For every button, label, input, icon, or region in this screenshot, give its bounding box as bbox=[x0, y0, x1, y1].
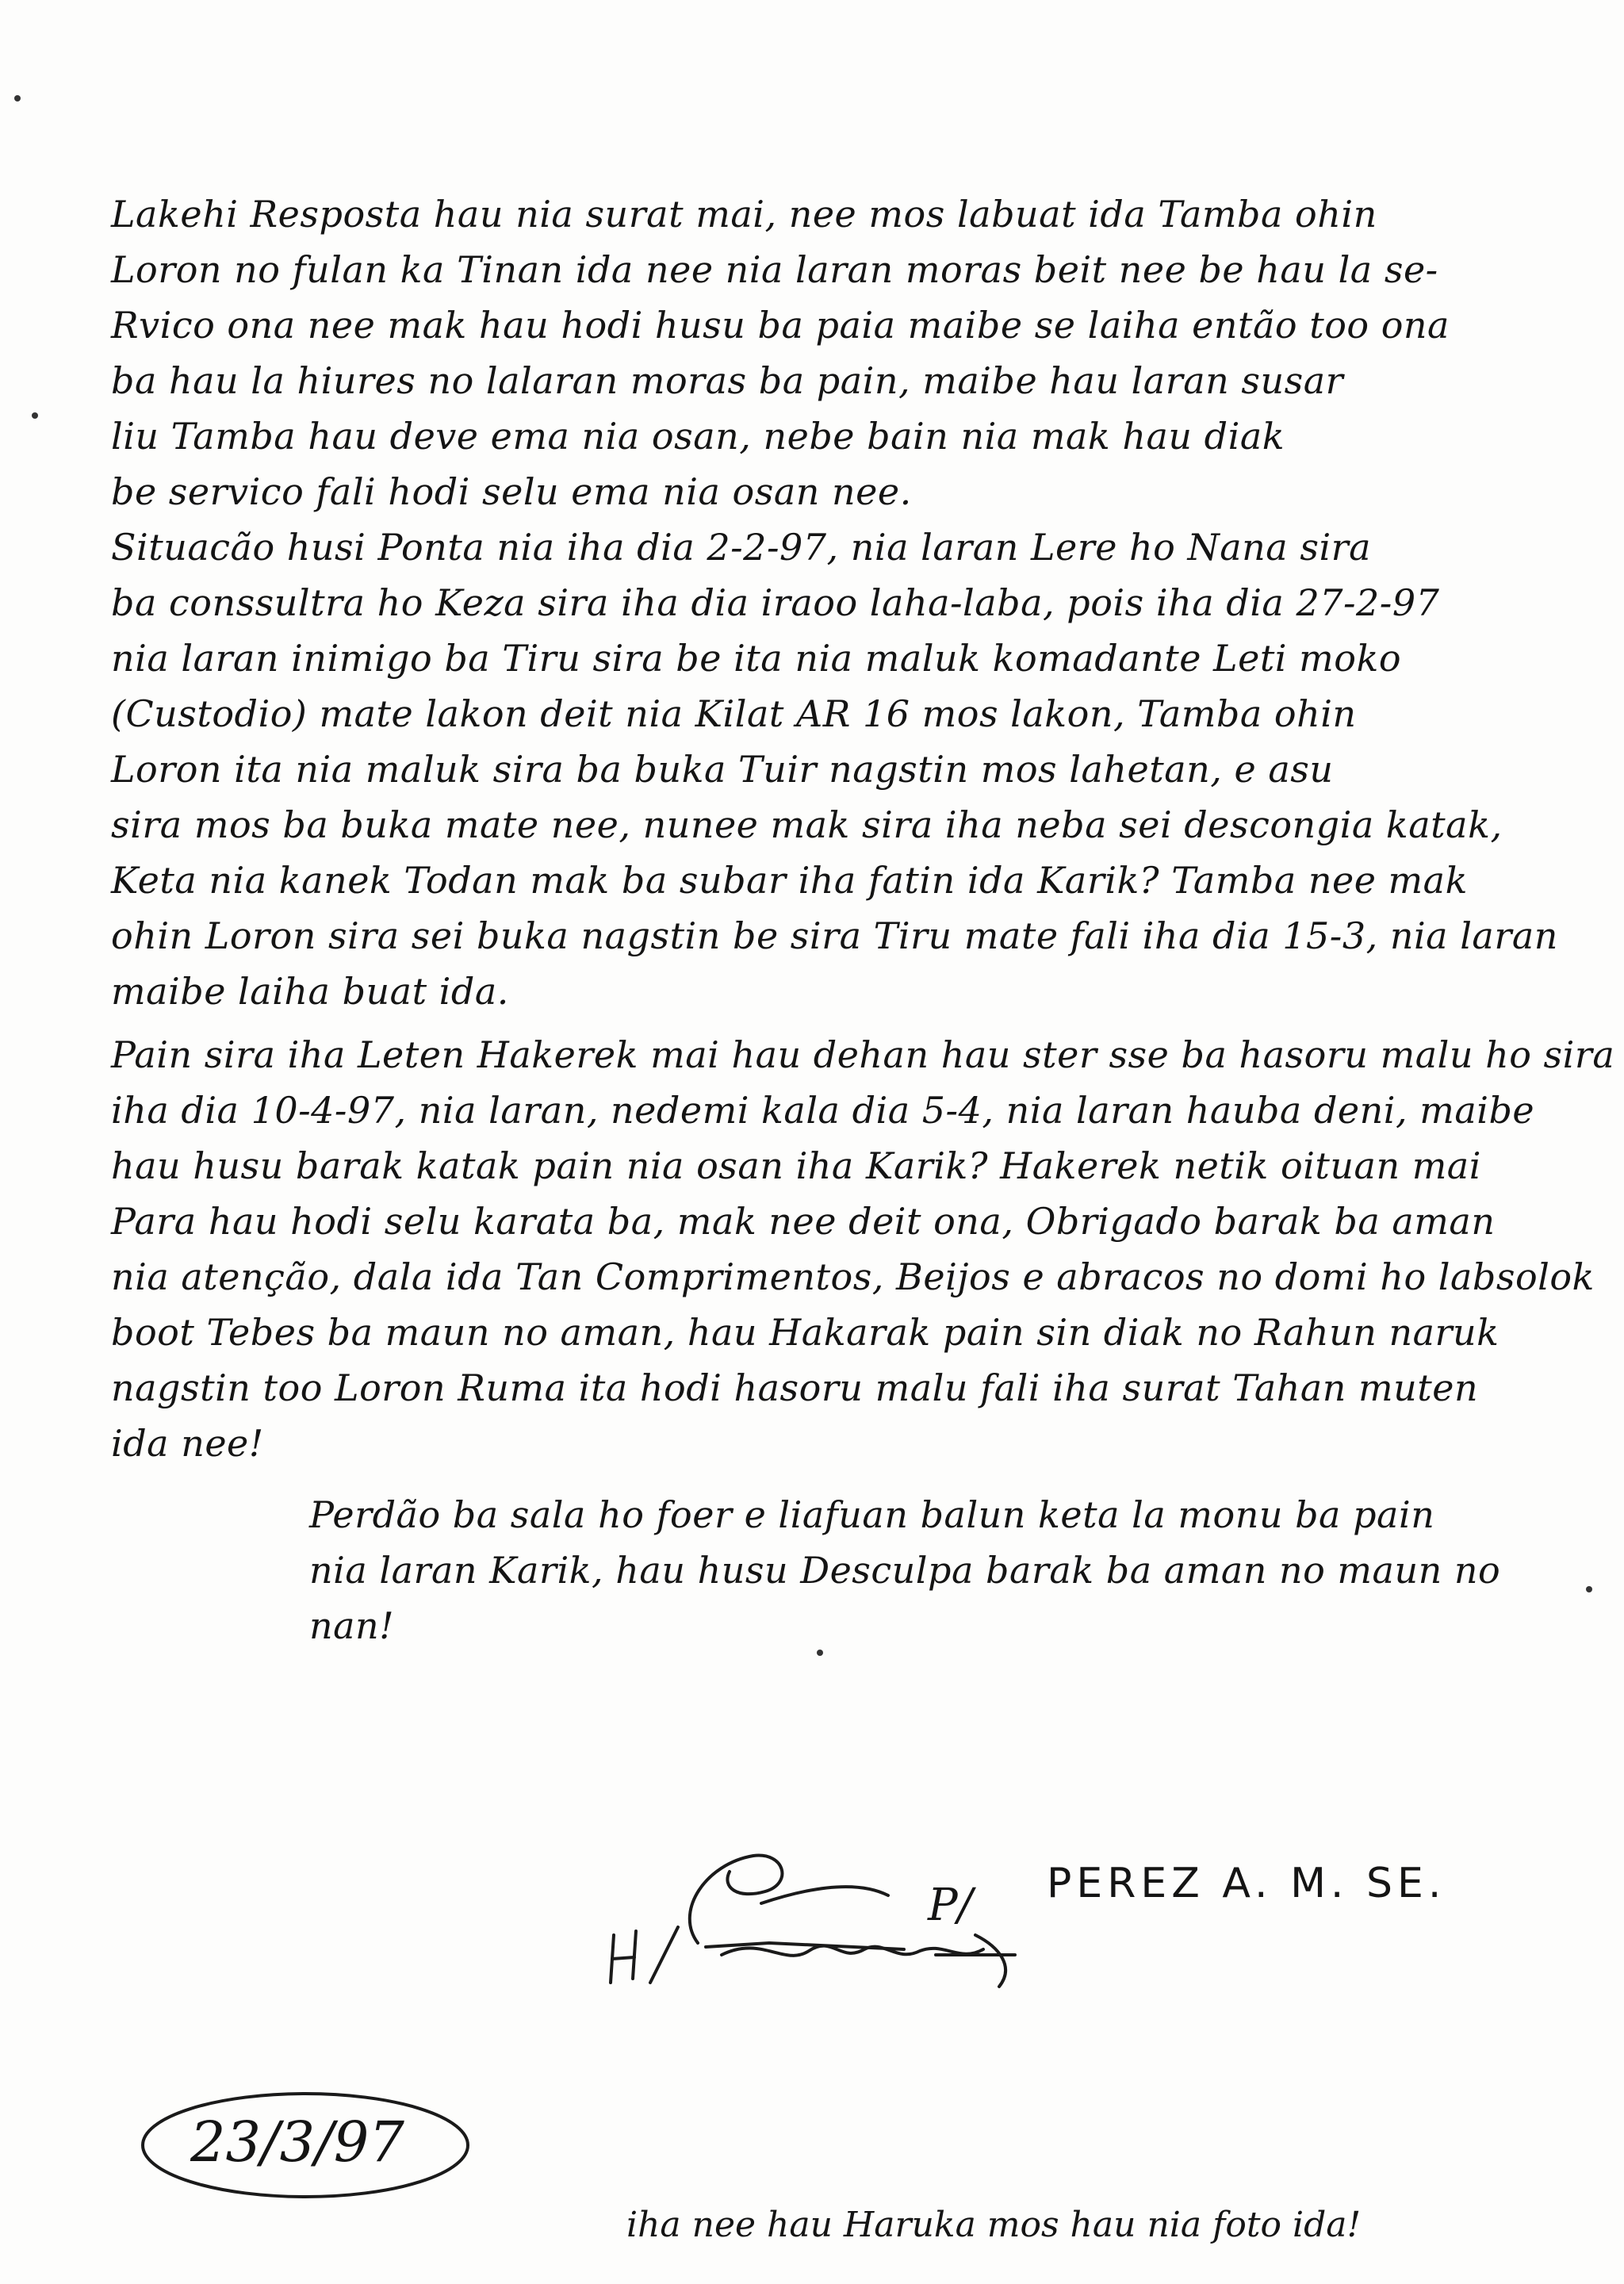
letter-line: liu Tamba hau deve ema nia osan, nebe bain nia mak hau diak bbox=[111, 415, 1285, 458]
letter-line: ohin Loron sira sei buka nagstin be sira Tiru mate fali iha dia 15-3, nia laran bbox=[111, 914, 1558, 957]
letter-line: Lakehi Resposta hau nia surat mai, nee mos labuat ida Tamba ohin bbox=[111, 193, 1377, 236]
letter-line: nagstin too Loron Ruma ita hodi hasoru malu fali iha surat Tahan muten bbox=[111, 1366, 1479, 1409]
letter-line: nan! bbox=[309, 1604, 395, 1647]
letter-date: 23/3/97 bbox=[190, 2110, 404, 2175]
letter-line: be servico fali hodi selu ema nia osan nee. bbox=[111, 470, 912, 513]
letter-line: Para hau hodi selu karata ba, mak nee deit ona, Obrigado barak ba aman bbox=[111, 1200, 1496, 1243]
letter-line: Perdão ba sala ho foer e liafuan balun keta la monu ba pain bbox=[309, 1493, 1435, 1536]
letter-line: ida nee! bbox=[111, 1422, 264, 1465]
letter-line: Rvico ona nee mak hau hodi husu ba paia maibe se laiha então too ona bbox=[111, 304, 1450, 347]
handwritten-signature bbox=[603, 1816, 1158, 2014]
margin-speck bbox=[1586, 1586, 1592, 1592]
letter-line: nia laran inimigo ba Tiru sira be ita nia maluk komadante Leti moko bbox=[111, 637, 1402, 680]
letter-line: ba conssultra ho Keza sira iha dia iraoo laha-laba, pois iha dia 27-2-97 bbox=[111, 581, 1440, 624]
signature-name: PEREZ A. M. SE. bbox=[1047, 1860, 1446, 1907]
letter-line: hau husu barak katak pain nia osan iha Karik? Hakerek netik oituan mai bbox=[111, 1144, 1481, 1187]
letter-line: (Custodio) mate lakon deit nia Kilat AR 16 mos lakon, Tamba ohin bbox=[111, 692, 1357, 735]
letter-line: Loron ita nia maluk sira ba buka Tuir nagstin mos lahetan, e asu bbox=[111, 748, 1334, 791]
closing-prefix: P/ bbox=[928, 1880, 973, 1931]
margin-speck bbox=[32, 412, 38, 419]
letter-line: Situacão husi Ponta nia iha dia 2-2-97, nia laran Lere ho Nana sira bbox=[111, 526, 1372, 569]
letter-line: Pain sira iha Leten Hakerek mai hau dehan hau ster sse ba hasoru malu ho sira bbox=[111, 1033, 1615, 1076]
letter-line: Keta nia kanek Todan mak ba subar iha fatin ida Karik? Tamba nee mak bbox=[111, 859, 1468, 902]
margin-speck bbox=[817, 1650, 823, 1656]
postscript: iha nee hau Haruka mos hau nia foto ida! bbox=[626, 2205, 1362, 2245]
letter-line: iha dia 10-4-97, nia laran, nedemi kala dia 5-4, nia laran hauba deni, maibe bbox=[111, 1089, 1535, 1132]
letter-line: Loron no fulan ka Tinan ida nee nia laran moras beit nee be hau la se- bbox=[111, 248, 1438, 291]
letter-line: boot Tebes ba maun no aman, hau Hakarak pain sin diak no Rahun naruk bbox=[111, 1311, 1500, 1354]
letter-line: maibe laiha buat ida. bbox=[111, 970, 509, 1013]
letter-line: ba hau la hiures no lalaran moras ba pain, maibe hau laran susar bbox=[111, 359, 1344, 402]
letter-line: nia atenção, dala ida Tan Comprimentos, Beijos e abracos no domi ho labsolok bbox=[111, 1255, 1595, 1298]
margin-speck bbox=[14, 95, 21, 102]
letter-line: sira mos ba buka mate nee, nunee mak sira iha neba sei descongia katak, bbox=[111, 803, 1503, 846]
letter-line: nia laran Karik, hau husu Desculpa barak ba aman no maun no bbox=[309, 1549, 1501, 1592]
